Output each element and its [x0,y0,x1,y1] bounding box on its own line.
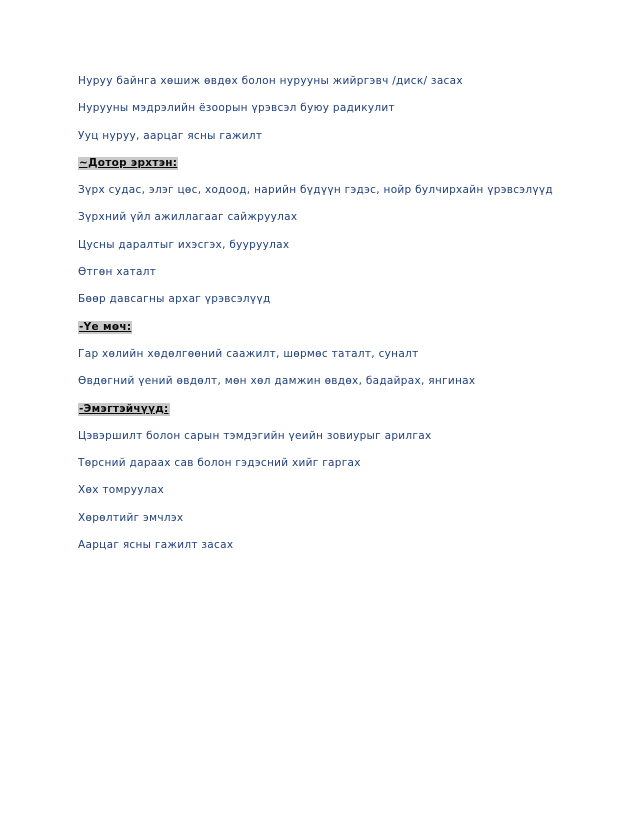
body-line-postpartum: Төрсний дараах сав болон гэдэсний хийг гаргах [78,457,361,470]
body-line-limb-paralysis: Гар хөлийн хөдөлгөөний саажилт, шөрмөс таталт, суналт [78,347,419,360]
body-line-knee-pain: Өвдөгний үений өвдөлт, мөн хөл дамжин өвдөх, бадайрах, янгинах [78,375,476,388]
body-line-lumbar: Ууц нуруу, аарцаг ясны гажилт [78,129,263,142]
section-heading-internal-organs: ~Дотор эрхтэн: [79,156,178,169]
body-line-spine-treatment: Нуруу байнга хөшиж өвдөх болон нурууны жийргэвч /диск/ засах [78,75,463,87]
body-line-pelvis: Аарцаг ясны гажилт засах [78,539,234,552]
section-heading-women: -Эмэгтэйчүүд: [79,402,169,415]
document-page [78,68,618,559]
body-line-constipation: Өтгөн хаталт [78,266,157,279]
body-line-organ-inflammation: Зүрх судас, элэг цөс, ходоод, нарийн бүдүүн гэдэс, нойр булчирхайн үрэвсэлүүд [78,184,553,197]
body-line-blood-pressure: Цусны даралтыг ихэсгэх, бууруулах [78,238,290,251]
body-line-breast: Хөх томруулах [78,484,164,497]
body-line-heart-function: Зүрхний үйл ажиллагааг сайжруулах [78,211,298,224]
body-line-menopause: Цэвэршилт болон сарын тэмдэгийн үеийн зовиурыг арилгах [78,429,432,442]
body-line-radiculitis: Нурууны мэдрэлийн ёзоорын үрэвсэл буюу радикулит [78,102,395,115]
body-line-kidney-bladder: Бөөр давсагны архаг үрэвсэлүүд [78,293,271,306]
body-line-infertility: Хөрөлтийг эмчлэх [78,511,184,524]
section-heading-joints: -Үе мөч: [79,320,132,333]
